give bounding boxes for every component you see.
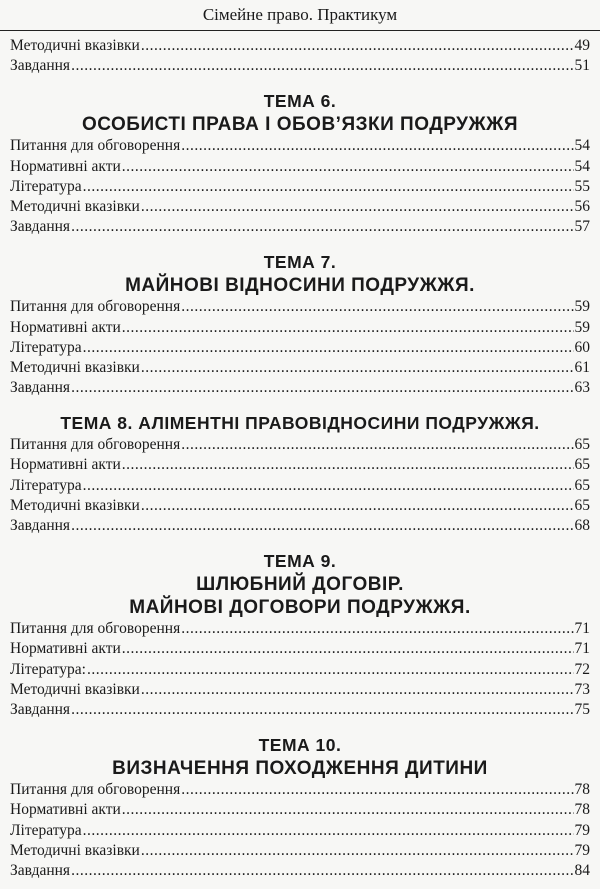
toc-page-number: 65: [574, 456, 590, 474]
dot-leader: [71, 56, 573, 76]
toc-page-number: 54: [574, 157, 590, 175]
toc-row[interactable]: [10, 496, 590, 516]
dot-leader: [71, 378, 573, 398]
running-header: [0, 0, 600, 31]
section-title-line: ОСОБИСТІ ПРАВА І ОБОВ’ЯЗКИ ПОДРУЖЖЯ: [81, 114, 518, 136]
section-title-line: ТЕМА 6.: [263, 91, 337, 112]
dot-leader: [83, 476, 574, 496]
toc-label: Питання для обговорення: [10, 781, 181, 799]
dot-leader: [83, 177, 574, 197]
section-spacer: [10, 237, 590, 251]
toc-row[interactable]: [10, 318, 590, 338]
toc-label: Нормативні акти: [10, 801, 121, 819]
toc-row[interactable]: [10, 297, 590, 317]
toc-page-number: 54: [574, 137, 590, 155]
dot-leader: [71, 700, 573, 720]
toc-row[interactable]: [10, 136, 590, 156]
toc-label: Нормативні акти: [10, 456, 121, 474]
dot-leader: [181, 435, 573, 455]
toc-row[interactable]: [10, 476, 590, 496]
toc-page-number: 65: [574, 436, 590, 454]
toc-page-number: 71: [574, 640, 590, 658]
section-title-line: ТЕМА 9.: [263, 551, 337, 572]
toc-page-number: 63: [574, 379, 590, 397]
toc-label: Питання для обговорення: [10, 137, 181, 155]
toc-row[interactable]: [10, 516, 590, 536]
dot-leader: [141, 680, 574, 700]
toc-page-number: 73: [574, 680, 590, 698]
toc-label: Завдання: [10, 57, 71, 75]
section-spacer: [10, 398, 590, 412]
section-spacer: [10, 76, 590, 90]
toc-page-number: 61: [574, 358, 590, 376]
section-title-line: ТЕМА 7.: [263, 252, 337, 273]
toc-row[interactable]: [10, 338, 590, 358]
section-heading[interactable]: [10, 550, 590, 619]
dot-leader: [181, 780, 573, 800]
toc-row[interactable]: [10, 861, 590, 881]
toc-page-number: 55: [574, 177, 590, 195]
section-heading[interactable]: [10, 734, 590, 780]
toc-page-number: 65: [574, 476, 590, 494]
toc-label: Література: [10, 177, 82, 195]
dot-leader: [71, 516, 573, 536]
toc-label: Нормативні акти: [10, 640, 121, 658]
section-spacer: [10, 536, 590, 550]
toc-page-number: 65: [574, 496, 590, 514]
section-heading[interactable]: [10, 412, 590, 435]
dot-leader: [141, 496, 574, 516]
toc-label: Питання для обговорення: [10, 436, 181, 454]
toc-page-number: 60: [574, 338, 590, 356]
toc-page-number: 49: [574, 37, 590, 54]
dot-leader: [181, 619, 573, 639]
dot-leader: [181, 136, 573, 156]
toc-label: Література: [10, 338, 82, 356]
toc-row[interactable]: [10, 455, 590, 475]
toc-page-number: 84: [574, 861, 590, 879]
toc-label: Методичні вказівки: [10, 197, 140, 215]
dot-leader: [122, 455, 574, 475]
toc-row[interactable]: [10, 841, 590, 861]
toc-label: Нормативні акти: [10, 157, 121, 175]
toc-row[interactable]: [10, 660, 590, 680]
toc-page-number: 72: [574, 660, 590, 678]
toc-row[interactable]: [10, 197, 590, 217]
section-title-line: ВИЗНАЧЕННЯ ПОХОДЖЕННЯ ДИТИНИ: [112, 758, 488, 780]
toc-row[interactable]: [10, 177, 590, 197]
toc-label: Методичні вказівки: [10, 496, 140, 514]
toc-label: Методичні вказівки: [10, 37, 140, 54]
toc-row[interactable]: [10, 680, 590, 700]
toc-page-number: 59: [574, 318, 590, 336]
toc-row[interactable]: [10, 800, 590, 820]
toc-page-number: 79: [574, 841, 590, 859]
toc-row[interactable]: [10, 619, 590, 639]
toc-label: Завдання: [10, 218, 71, 236]
section-title-line: МАЙНОВІ ДОГОВОРИ ПОДРУЖЖЯ.: [129, 597, 471, 619]
toc-label: Завдання: [10, 379, 71, 397]
toc-page-number: 78: [574, 801, 590, 819]
section-title-line: МАЙНОВІ ВІДНОСИНИ ПОДРУЖЖЯ.: [125, 275, 475, 297]
toc-page-number: 57: [574, 218, 590, 236]
section-spacer: [10, 720, 590, 734]
toc-label: Завдання: [10, 517, 71, 534]
dot-leader: [122, 800, 574, 820]
toc-row[interactable]: [10, 56, 590, 76]
toc-row[interactable]: [10, 821, 590, 841]
toc-row[interactable]: [10, 217, 590, 237]
dot-leader: [83, 338, 574, 358]
dot-leader: [87, 660, 574, 680]
toc-label: Завдання: [10, 861, 71, 879]
toc-label: Методичні вказівки: [10, 841, 140, 859]
dot-leader: [141, 197, 574, 217]
toc-row[interactable]: [10, 639, 590, 659]
dot-leader: [141, 358, 574, 378]
toc-label: Методичні вказівки: [10, 680, 140, 698]
toc-row[interactable]: [10, 36, 590, 56]
table-of-contents: [10, 36, 590, 881]
toc-row[interactable]: [10, 157, 590, 177]
section-title-line: ТЕМА 10.: [258, 735, 342, 756]
dot-leader: [181, 297, 573, 317]
header-title: Сімейне право. Практикум: [202, 5, 398, 24]
dot-leader: [141, 841, 574, 861]
toc-page-number: 68: [574, 517, 590, 534]
dot-leader: [122, 157, 574, 177]
toc-label: Методичні вказівки: [10, 358, 140, 376]
toc-label: Завдання: [10, 700, 71, 718]
toc-label: Література: [10, 476, 82, 494]
toc-label: Література: [10, 821, 82, 839]
toc-page-number: 59: [574, 298, 590, 316]
dot-leader: [122, 639, 574, 659]
dot-leader: [71, 861, 573, 881]
dot-leader: [71, 217, 573, 237]
section-title-line: ШЛЮБНИЙ ДОГОВІР.: [196, 574, 404, 596]
dot-leader: [83, 821, 574, 841]
toc-label: Питання для обговорення: [10, 298, 181, 316]
section-title-line: ТЕМА 8. АЛІМЕНТНІ ПРАВОВІДНОСИНИ ПОДРУЖЖЯ.: [60, 413, 540, 434]
toc-page-number: 79: [574, 821, 590, 839]
toc-label: Література:: [10, 660, 86, 678]
toc-page-number: 56: [574, 197, 590, 215]
toc-page-number: 75: [574, 700, 590, 718]
toc-label: Нормативні акти: [10, 318, 121, 336]
toc-label: Питання для обговорення: [10, 620, 181, 638]
toc-row[interactable]: [10, 780, 590, 800]
toc-row[interactable]: [10, 700, 590, 720]
section-heading[interactable]: [10, 90, 590, 136]
toc-row[interactable]: [10, 358, 590, 378]
toc-page-number: 71: [574, 620, 590, 638]
section-heading[interactable]: [10, 251, 590, 297]
dot-leader: [122, 318, 574, 338]
toc-row[interactable]: [10, 378, 590, 398]
toc-row[interactable]: [10, 435, 590, 455]
dot-leader: [141, 36, 574, 56]
toc-page-number: 78: [574, 781, 590, 799]
toc-page-number: 51: [574, 57, 590, 75]
